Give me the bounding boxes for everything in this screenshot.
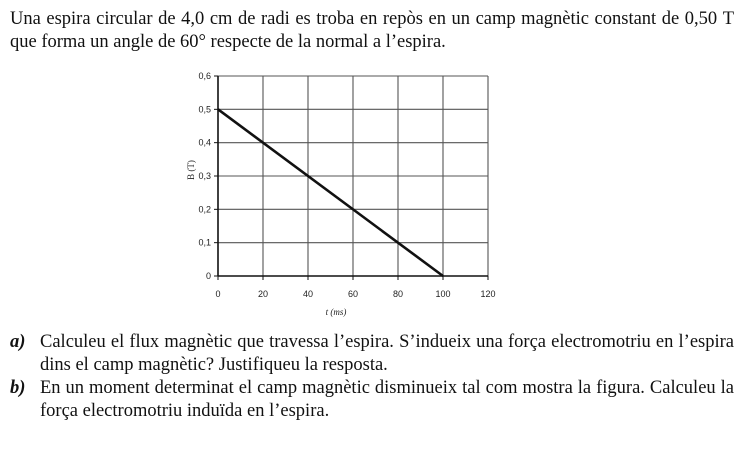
y-tick-label: 0	[205, 271, 211, 281]
x-tick-label: 40	[302, 289, 314, 299]
question-b	[10, 377, 734, 423]
problem-statement: Una espira circular de 4,0 cm de radi es troba en repòs en un camp magnètic constant de 0,50 T que forma un angle de 60° respecte de la normal a l’espira.	[10, 9, 734, 52]
b-vs-t-chart	[168, 66, 508, 322]
chart-svg	[168, 66, 508, 322]
x-tick-label: 0	[215, 289, 221, 299]
y-tick-label: 0,3	[198, 171, 211, 181]
x-tick-label: 100	[435, 289, 451, 299]
y-tick-label: 0,1	[198, 237, 211, 248]
question-a-text: Calculeu el flux magnètic que travessa l’espira. S’indueix una força electromotriu en l’espira dins el camp magnètic? Justifiqueu la resposta.	[40, 332, 734, 375]
x-tick-label: 60	[347, 289, 359, 299]
question-a-marker: a)	[10, 332, 26, 352]
x-tick-label: 80	[392, 289, 404, 299]
b-field-line	[218, 109, 443, 276]
x-tick-label: 20	[257, 289, 269, 299]
x-axis-title: t (ms)	[325, 307, 347, 317]
x-tick-label: 120	[480, 289, 496, 299]
y-tick-label: 0,5	[198, 104, 211, 115]
question-b-marker: b)	[10, 378, 26, 398]
question-b-text: En un moment determinat el camp magnètic disminueix tal com mostra la figura. Calculeu la força electromotriu induïda en l’espira.	[40, 378, 734, 421]
question-a	[10, 331, 734, 377]
y-tick-label: 0,6	[198, 71, 211, 81]
y-axis-title: B (T)	[186, 160, 196, 180]
y-tick-label: 0,4	[198, 137, 211, 148]
y-tick-label: 0,2	[198, 204, 211, 215]
question-list	[10, 331, 734, 423]
